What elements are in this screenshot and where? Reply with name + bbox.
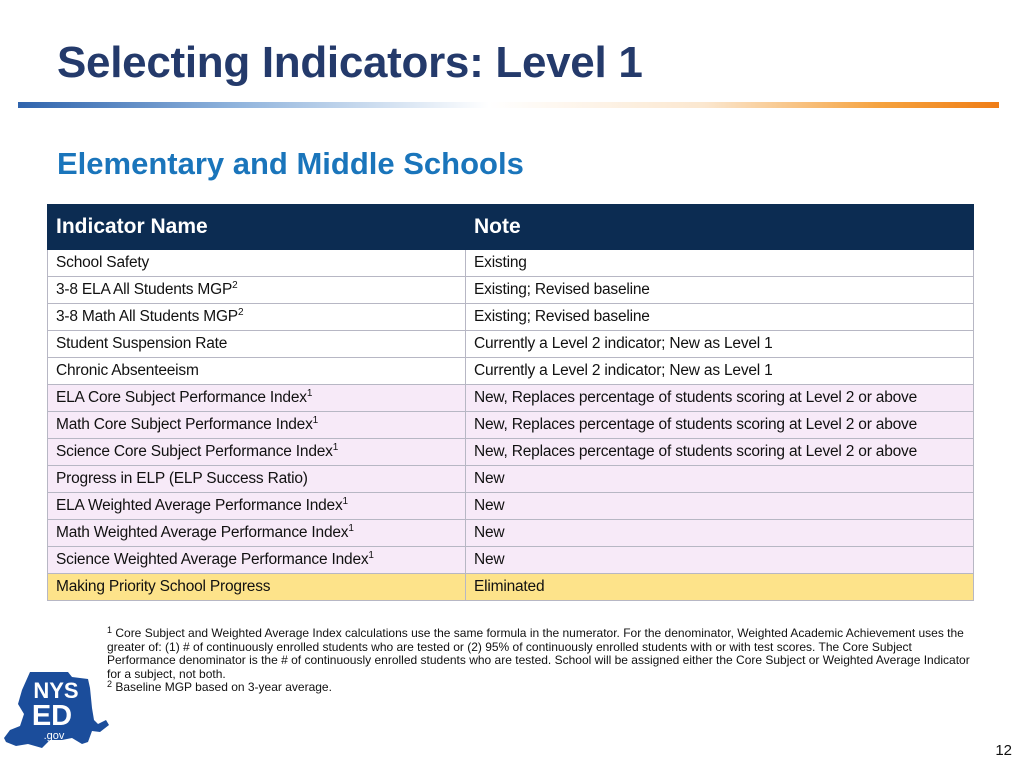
- note-cell: New, Replaces percentage of students scoring at Level 2 or above: [466, 439, 974, 466]
- indicator-name-cell: ELA Core Subject Performance Index$^1$: [48, 385, 466, 412]
- table-row: [48, 385, 974, 412]
- footnote-2: $^2$ Baseline MGP based on 3-year average.: [107, 679, 332, 694]
- logo-gov-text: .gov: [43, 730, 65, 742]
- footnote-1: $^1$ Core Subject and Weighted Average Index calculations use the same formula in the numerator. For the denominator, Weighted Academic Achievement uses the greater of: (1) # of continuously enrolled students who are tested or (2) 95% of continuously enrolled students with or with test scores. The Core Subject Performance denominator is the # of continuously enrolled students who are tested. School will be assigned either the Core Subject or Weighted Average Indicator for a subject, not both.: [107, 625, 970, 681]
- note-cell: New: [466, 493, 974, 520]
- indicator-table: [47, 204, 974, 601]
- table-row: [48, 466, 974, 493]
- note-cell: New, Replaces percentage of students scoring at Level 2 or above: [466, 385, 974, 412]
- note-cell: New: [466, 547, 974, 574]
- indicator-name-cell: Math Weighted Average Performance Index$^1$: [48, 520, 466, 547]
- note-cell: Currently a Level 2 indicator; New as Level 1: [466, 358, 974, 385]
- page-number: 12: [995, 742, 1012, 759]
- header-indicator-name: Indicator Name: [48, 205, 466, 250]
- note-cell: Currently a Level 2 indicator; New as Level 1: [466, 331, 974, 358]
- logo-nys-text: NYS: [33, 678, 79, 703]
- table-row: [48, 547, 974, 574]
- table-row: [48, 412, 974, 439]
- logo-ed-text: ED: [31, 700, 73, 732]
- indicator-name-cell: Science Weighted Average Performance Index$^1$: [48, 547, 466, 574]
- indicator-name-cell: Student Suspension Rate: [48, 331, 466, 358]
- table-row: [48, 520, 974, 547]
- indicator-name-cell: School Safety: [48, 250, 466, 277]
- table-row: [48, 304, 974, 331]
- indicator-name-cell: 3-8 ELA All Students MGP$^2$: [48, 277, 466, 304]
- note-cell: Eliminated: [466, 574, 974, 601]
- table-row: [48, 574, 974, 601]
- indicator-name-cell: Math Core Subject Performance Index$^1$: [48, 412, 466, 439]
- indicator-name-cell: Science Core Subject Performance Index$^1$: [48, 439, 466, 466]
- note-cell: New: [466, 466, 974, 493]
- table-row: [48, 331, 974, 358]
- slide-subtitle: Elementary and Middle Schools: [57, 146, 524, 181]
- note-cell: Existing; Revised baseline: [466, 304, 974, 331]
- indicator-name-cell: Making Priority School Progress: [48, 574, 466, 601]
- title-divider: [18, 102, 999, 108]
- footnotes: [107, 627, 977, 695]
- slide-title: Selecting Indicators: Level 1: [57, 38, 643, 87]
- table-row: [48, 277, 974, 304]
- note-cell: Existing; Revised baseline: [466, 277, 974, 304]
- table-header-row: [48, 205, 974, 250]
- nysed-logo: [2, 668, 110, 754]
- table-row: [48, 439, 974, 466]
- note-cell: New, Replaces percentage of students scoring at Level 2 or above: [466, 412, 974, 439]
- indicator-name-cell: Chronic Absenteeism: [48, 358, 466, 385]
- note-cell: New: [466, 520, 974, 547]
- note-cell: Existing: [466, 250, 974, 277]
- table-row: [48, 493, 974, 520]
- indicator-name-cell: ELA Weighted Average Performance Index$^1$: [48, 493, 466, 520]
- indicator-name-cell: 3-8 Math All Students MGP$^2$: [48, 304, 466, 331]
- table-row: [48, 250, 974, 277]
- table-row: [48, 358, 974, 385]
- indicator-name-cell: Progress in ELP (ELP Success Ratio): [48, 466, 466, 493]
- header-note: Note: [466, 205, 974, 250]
